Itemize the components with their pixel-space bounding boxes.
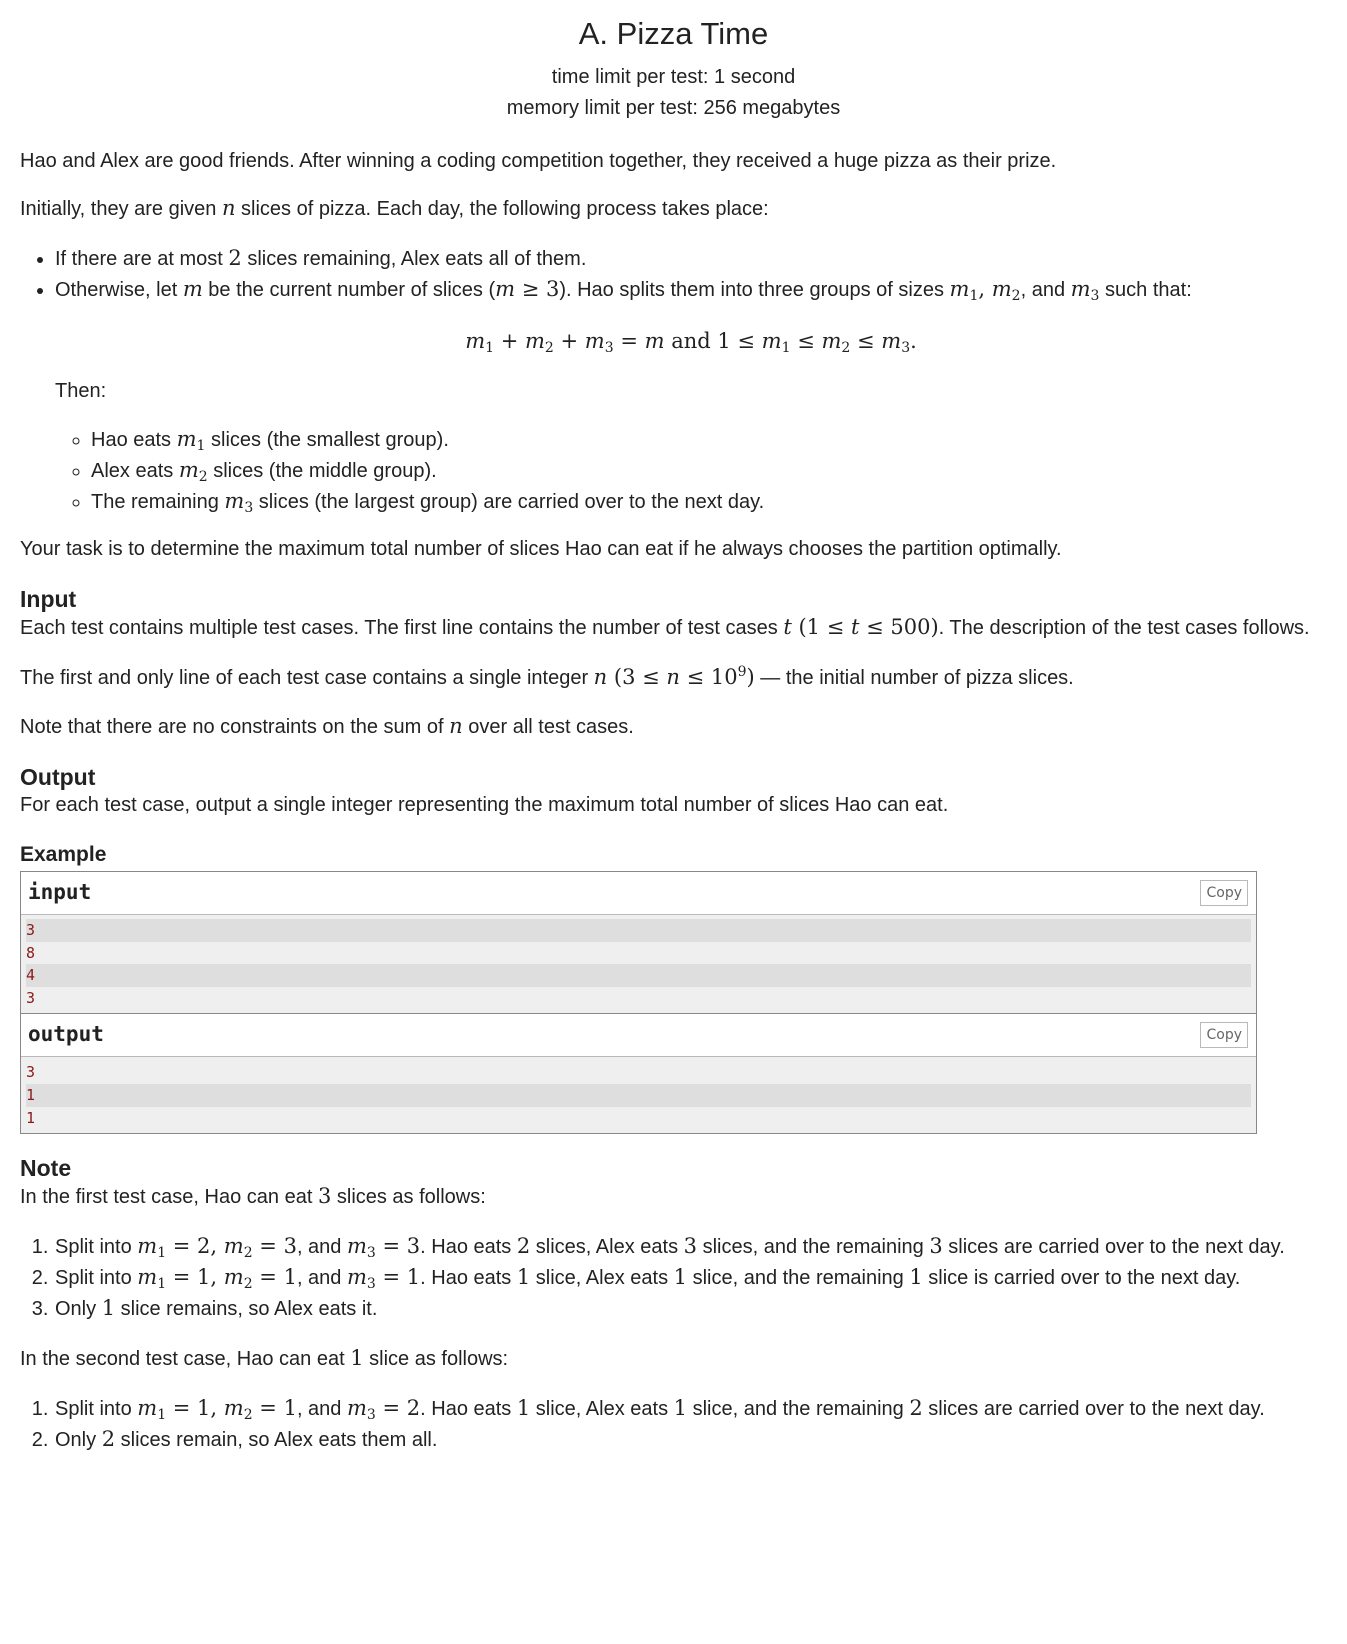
input-text-1: Each test contains multiple test cases. The first line contains the number of test cases t (1 ≤ t ≤ 500). The description of the test cases follows. (20, 615, 1310, 639)
output-body[interactable] (21, 1057, 1256, 1133)
input-line: 3 (26, 919, 1251, 942)
input-header (21, 872, 1256, 915)
note-step-item: 2. Only 2 slices remain, so Alex eats them all. (54, 1424, 1327, 1455)
sample-tests (20, 841, 1327, 1134)
input-label: input (28, 880, 92, 904)
output-specification (20, 763, 1327, 819)
process-rules (20, 243, 1327, 517)
note-step-item: 2. Split into $m_1 = 1$, $m_2 = 1$, and $m_3 = 1$. Hao eats 1 slice, Alex eats 1 slice, and the remaining 1 slice is carried over to the next day. (54, 1262, 1327, 1293)
output-text: For each test case, output a single integer representing the maximum total number of slices Hao can eat. (20, 794, 949, 816)
rule-item: • If there are at most 2 slices remaining, Alex eats all of them. (55, 243, 1327, 274)
note-case2-steps (20, 1393, 1327, 1455)
example-section-title: Example (20, 843, 107, 866)
input-line: 3 (26, 988, 36, 1007)
statement-task: Your task is to determine the maximum total number of slices Hao can eat if he always chooses the partition optimally. (20, 538, 1062, 560)
partition-equation: $m_1 + m_2 + m_3 = m$ and $1 \le m_1 \le m_2 \le m_3$. (465, 329, 917, 356)
memory-limit: memory limit per test: 256 megabytes (506, 97, 841, 119)
example-box (20, 871, 1257, 1134)
input-text-2: The first and only line of each test case contains a single integer n $(3 \le n \le 10^9)$ — the initial number of pizza slices. (20, 664, 1074, 689)
output-line: 3 (26, 1063, 36, 1082)
then-label: Then: (55, 380, 107, 402)
note-text-2: In the second test case, Hao can eat 1 slice as follows: (20, 1346, 509, 1371)
input-body[interactable] (21, 915, 1256, 1013)
problem-header (20, 0, 1327, 124)
input-line: 8 (26, 943, 36, 962)
input-text-3: Note that there are no constraints on the sum of n over all test cases. (20, 714, 634, 738)
problem-title: A. Pizza Time (578, 16, 769, 51)
note-step-item: 1. Split into $m_1 = 1$, $m_2 = 1$, and $m_3 = 2$. Hao eats 1 slice, Alex eats 1 slice, and the remaining 2 slices are carried over to the next day. (54, 1393, 1327, 1424)
statement-intro: Hao and Alex are good friends. After winning a coding competition together, they received a huge pizza as their prize. (20, 150, 1057, 172)
output-label: output (28, 1022, 104, 1047)
copy-input-button[interactable]: Copy (1200, 880, 1248, 906)
note-section-title: Note (20, 1155, 72, 1182)
output-header (21, 1013, 1256, 1057)
problem-statement (20, 147, 1327, 563)
input-specification (20, 585, 1327, 741)
copy-output-button[interactable]: Copy (1200, 1022, 1248, 1048)
note-step-item: 3. Only 1 slice remains, so Alex eats it. (54, 1293, 1327, 1324)
then-step-item: ◦ Hao eats $m_1$ slices (the smallest group). (91, 424, 1327, 455)
then-steps (55, 424, 1327, 517)
time-limit: time limit per test: 1 second (551, 66, 796, 88)
output-line: 1 (26, 1108, 36, 1127)
note-section (20, 1154, 1327, 1455)
note-step-item: 1. Split into $m_1 = 2$, $m_2 = 3$, and $m_3 = 3$. Hao eats 2 slices, Alex eats 3 slices, and the remaining 3 slices are carried over to the next day. (54, 1231, 1327, 1262)
statement-initially: Initially, they are given n slices of pizza. Each day, the following process takes place: (20, 196, 769, 220)
then-step-item: ◦ The remaining $m_3$ slices (the largest group) are carried over to the next day. (91, 486, 1327, 517)
note-text-1: In the first test case, Hao can eat 3 slices as follows: (20, 1184, 486, 1209)
output-line: 1 (26, 1084, 1251, 1107)
note-case1-steps (20, 1231, 1327, 1324)
input-section-title: Input (20, 586, 77, 612)
input-line: 4 (26, 964, 1251, 987)
then-step-item: ◦ Alex eats $m_2$ slices (the middle group). (91, 455, 1327, 486)
rule-item: • Otherwise, let m be the current number of slices (m ≥ 3). Hao splits them into three groups of sizes $m_1$, $m_2$, and $m_3$ such that: $m_1 + m_2 + m_3 = m$ and $1 \le m_1 \le m_2 \le m_3$. Then: ◦ Hao eats $m_1$ slices (the smallest group). ◦ Alex eats $m_2$ slices (the middle group). ◦ The remaining $m_3$ slices (the largest group) are carried over to the next day. (55, 274, 1327, 517)
output-section-title: Output (20, 764, 96, 790)
